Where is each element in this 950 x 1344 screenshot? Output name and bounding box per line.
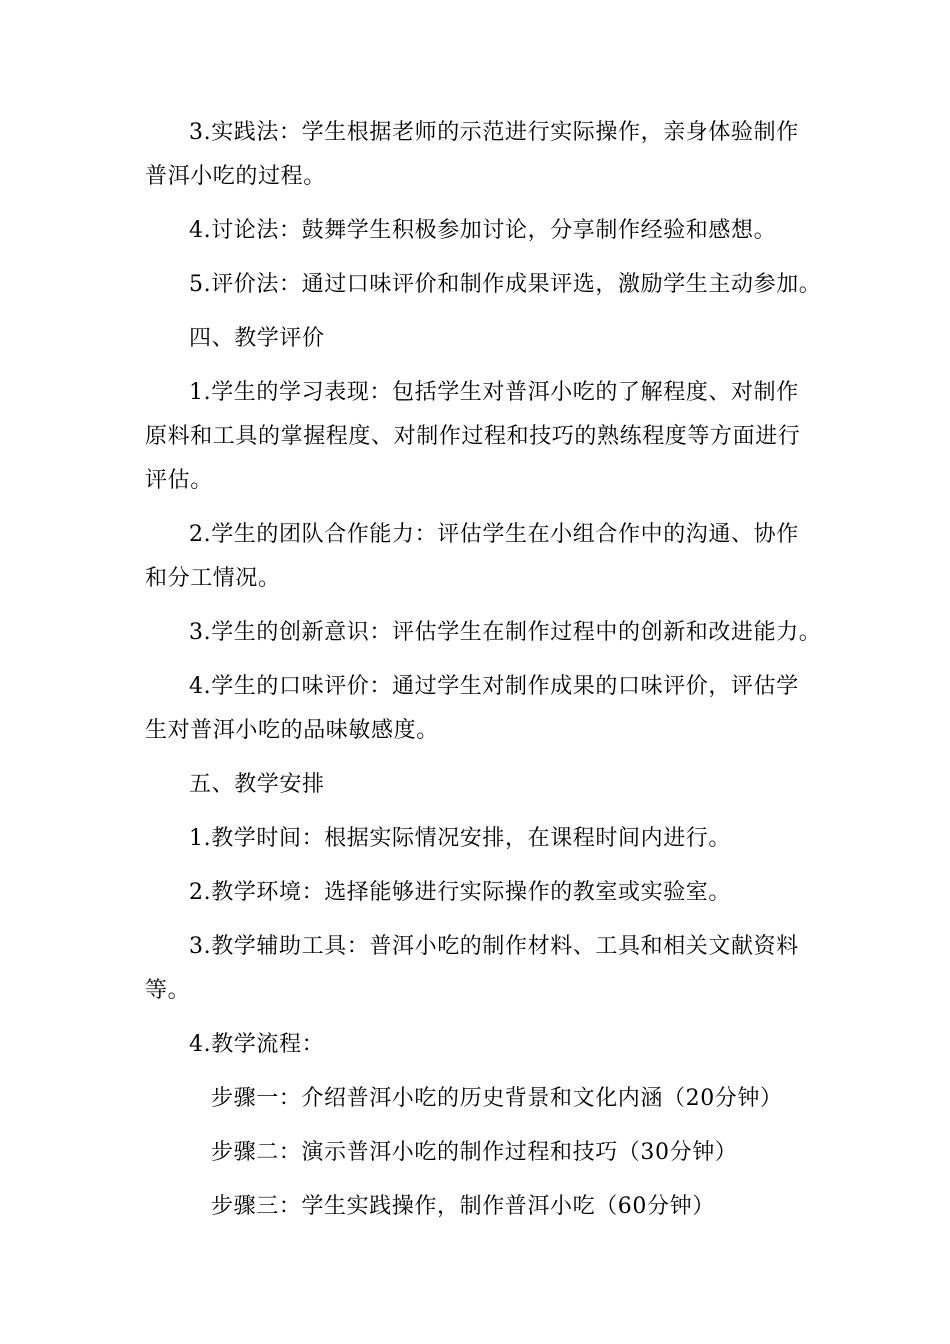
paragraph-step-three: 步骤三：学生实践操作，制作普洱小吃（60分钟）	[211, 1194, 715, 1219]
paragraph-teamwork-ability: 2.学生的团队合作能力：评估学生在小组合作中的沟通、协作和分工情况。	[145, 522, 799, 591]
paragraph-practice-method: 3.实践法：学生根据老师的示范进行实际操作，亲身体验制作普洱小吃的过程。	[145, 120, 799, 189]
document-body	[145, 111, 822, 1239]
paragraph-evaluation-method: 5.评价法：通过口味评价和制作成果评选，激励学生主动参加。	[189, 272, 822, 297]
paragraph-teaching-process: 4.教学流程：	[189, 1032, 325, 1057]
paragraph-taste-evaluation: 4.学生的口味评价：通过学生对制作成果的口味评价，评估学生对普洱小吃的品味敏感度。	[145, 674, 799, 743]
paragraph-teaching-tools: 3.教学辅助工具：普洱小吃的制作材料、工具和相关文献资料等。	[145, 934, 799, 1003]
paragraph-teaching-environment: 2.教学环境：选择能够进行实际操作的教室或实验室。	[189, 880, 731, 905]
paragraph-step-two: 步骤二：演示普洱小吃的制作过程和技巧（30分钟）	[211, 1140, 738, 1165]
paragraph-learning-performance: 1.学生的学习表现：包括学生对普洱小吃的了解程度、对制作原料和工具的掌握程度、对制作过程和技巧的熟练程度等方面进行评估。	[145, 380, 801, 493]
section-heading-teaching-evaluation: 四、教学评价	[189, 326, 325, 351]
paragraph-step-one: 步骤一：介绍普洱小吃的历史背景和文化内涵（20分钟）	[211, 1086, 783, 1111]
paragraph-discussion-method: 4.讨论法：鼓舞学生积极参加讨论，分享制作经验和感想。	[189, 218, 777, 243]
paragraph-innovation-awareness: 3.学生的创新意识：评估学生在制作过程中的创新和改进能力。	[189, 620, 822, 645]
section-heading-teaching-arrangement: 五、教学安排	[189, 772, 325, 797]
paragraph-teaching-time: 1.教学时间：根据实际情况安排，在课程时间内进行。	[189, 826, 731, 851]
